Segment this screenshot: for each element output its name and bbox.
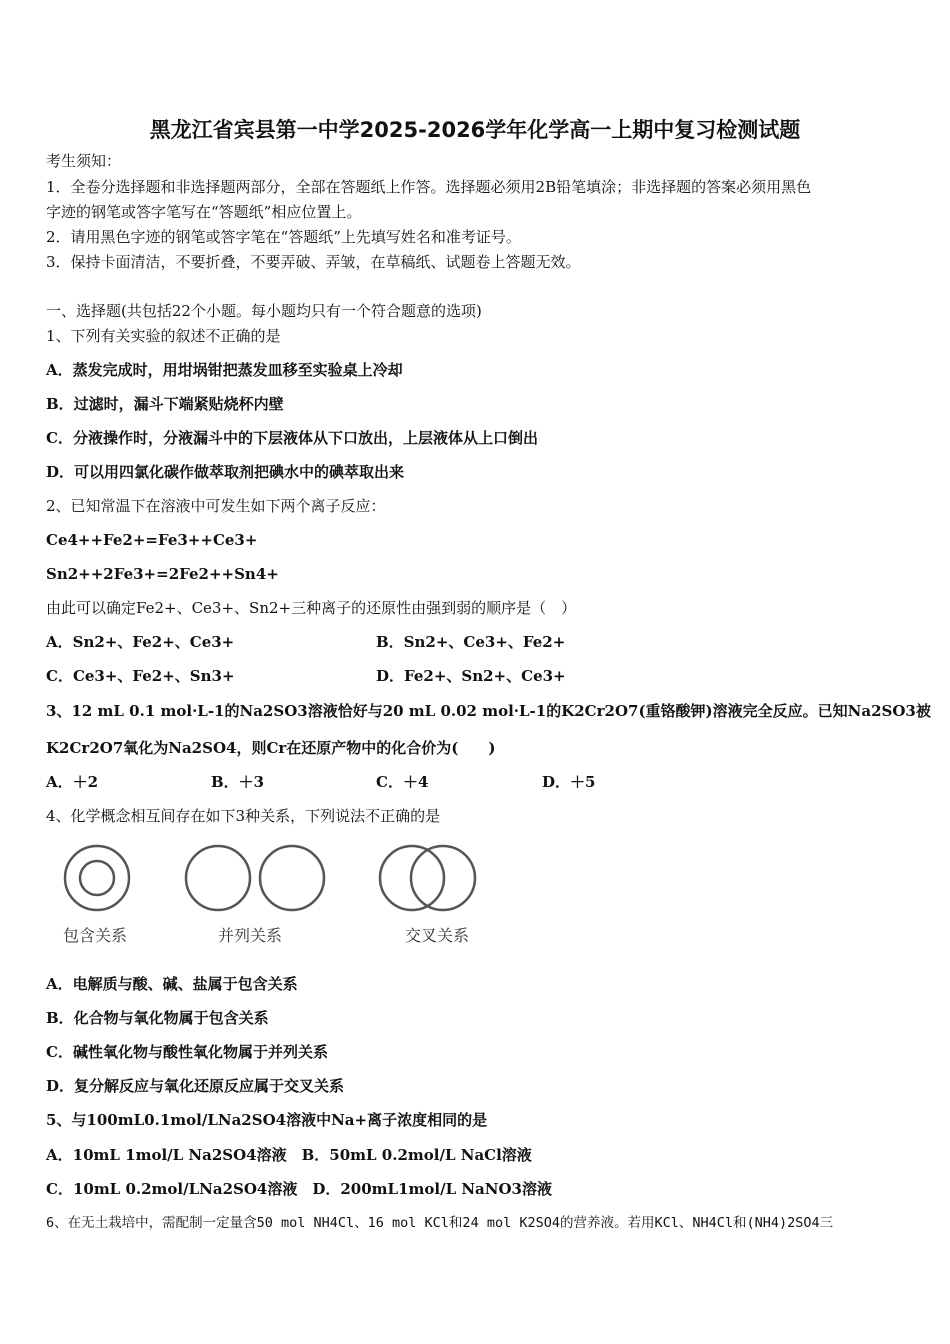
parallel-label: 并列关系: [218, 926, 283, 945]
q3-option-c: C．＋4: [376, 773, 429, 791]
q3-stem-line-2: K2Cr2O7氧化为Na2SO4，则Cr在还原产物中的化合价为( ): [46, 739, 496, 757]
q2-option-d: D．Fe2+、Sn2+、Ce3+: [376, 667, 566, 685]
notice-line-2: 2．请用黑色字迹的钢笔或答字笔在“答题纸”上先填写姓名和准考证号。: [46, 228, 521, 246]
q4-option-b: B．化合物与氧化物属于包含关系: [46, 1009, 269, 1027]
q4-option-d: D．复分解反应与氧化还原反应属于交叉关系: [46, 1077, 345, 1095]
relationship-diagram: [46, 838, 486, 950]
q4-stem: 4、化学概念相互间存在如下3种关系，下列说法不正确的是: [46, 807, 441, 825]
inclusion-inner-circle: [80, 861, 114, 895]
q3-stem-line-1: 3、12 mL 0.1 mol·L-1的Na2SO3溶液恰好与20 mL 0.02 mol·L-1的K2Cr2O7(重铬酸钾)溶液完全反应。已知Na2SO3被: [46, 702, 931, 720]
section-heading: 一、选择题(共包括22个小题。每小题均只有一个符合题意的选项): [46, 302, 482, 320]
q3-option-a: A．＋2: [46, 773, 99, 791]
q5-stem: 5、与100mL0.1mol/LNa2SO4溶液中Na+离子浓度相同的是: [46, 1111, 488, 1129]
q5-options-cd: C．10mL 0.2mol/LNa2SO4溶液 D．200mL1mol/L NaNO3溶液: [46, 1180, 552, 1198]
q3-option-b: B．＋3: [211, 773, 265, 791]
q2-equation-1: Ce4++Fe2+=Fe3++Ce3+: [46, 531, 258, 549]
q1-option-c: C．分液操作时，分液漏斗中的下层液体从下口放出，上层液体从上口倒出: [46, 429, 538, 447]
q2-stem: 2、已知常温下在溶液中可发生如下两个离子反应：: [46, 497, 386, 515]
q4-option-a: A．电解质与酸、碱、盐属于包含关系: [46, 975, 298, 993]
parallel-left-circle: [186, 846, 250, 910]
q5-options-ab: A．10mL 1mol/L Na2SO4溶液 B．50mL 0.2mol/L NaCl溶液: [46, 1146, 532, 1164]
parallel-right-circle: [260, 846, 324, 910]
notice-line-1b: 字迹的钢笔或答字笔写在“答题纸”相应位置上。: [46, 203, 362, 221]
q2-question: 由此可以确定Fe2+、Ce3+、Sn2+三种离子的还原性由强到弱的顺序是（ ）: [46, 599, 577, 617]
intersection-figure: [380, 846, 475, 910]
q1-option-d: D．可以用四氯化碳作做萃取剂把碘水中的碘萃取出来: [46, 463, 405, 481]
q1-option-b: B．过滤时，漏斗下端紧贴烧杯内壁: [46, 395, 284, 413]
q2-option-b: B．Sn2+、Ce3+、Fe2+: [376, 633, 566, 651]
page-title: 黑龙江省宾县第一中学2025-2026学年化学高一上期中复习检测试题: [149, 118, 801, 142]
q2-option-c: C．Ce3+、Fe2+、Sn3+: [46, 667, 235, 685]
inclusion-label: 包含关系: [63, 926, 128, 945]
inclusion-figure: [65, 846, 129, 910]
q1-stem: 1、下列有关实验的叙述不正确的是: [46, 327, 281, 345]
notice-line-1a: 1．全卷分选择题和非选择题两部分，全部在答题纸上作答。选择题必须用2B铅笔填涂；非选择题的答案必须用黑色: [46, 178, 812, 196]
q2-equation-2: Sn2++2Fe3+=2Fe2++Sn4+: [46, 565, 279, 583]
q2-option-a: A．Sn2+、Fe2+、Ce3+: [46, 633, 235, 651]
notice-line-3: 3．保持卡面清洁，不要折叠，不要弄破、弄皱，在草稿纸、试题卷上答题无效。: [46, 253, 581, 271]
intersection-label: 交叉关系: [405, 926, 470, 945]
notice-heading: 考生须知：: [46, 152, 122, 170]
parallel-figure: [186, 846, 324, 910]
q3-option-d: D．＋5: [542, 773, 596, 791]
inclusion-outer-circle: [65, 846, 129, 910]
q1-option-a: A．蒸发完成时，用坩埚钳把蒸发皿移至实验桌上冷却: [46, 361, 403, 379]
q4-option-c: C．碱性氧化物与酸性氧化物属于并列关系: [46, 1043, 328, 1061]
q6-stem: 6、在无土栽培中，需配制一定量含50 mol NH4Cl、16 mol KCl和24 mol K2SO4的营养液。若用KCl、NH4Cl和(NH4)2SO4三: [46, 1215, 834, 1231]
